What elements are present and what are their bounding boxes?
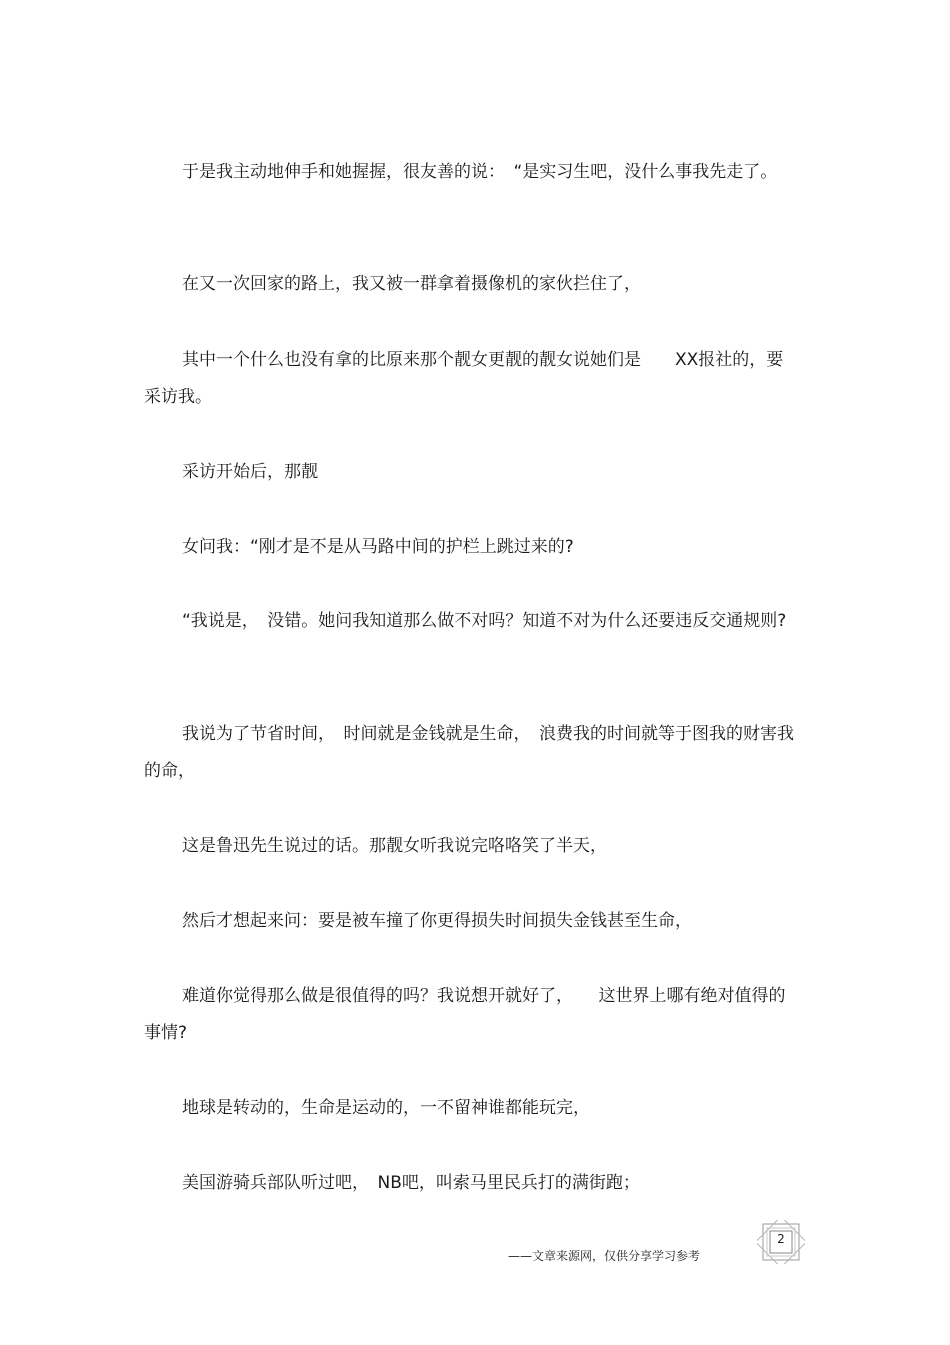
footer-source-note: ——文章来源网，仅供分享学习参考 (508, 1249, 701, 1263)
paragraph-1: 于是我主动地伸手和她握握，很友善的说： “是实习生吧，没什么事我先走了。 (182, 162, 778, 182)
paragraph-7: 我说为了节省时间， 时间就是金钱就是生命， 浪费我的时间就等于图我的财害我的命， (144, 724, 794, 781)
paragraph-3: 其中一个什么也没有拿的比原来那个靓女更靓的靓女说她们是 XX报社的，要采访我。 (144, 350, 784, 407)
page-number-badge (757, 1220, 805, 1264)
page-number: 2 (777, 1232, 785, 1246)
paragraph-4: 采访开始后，那靓 (182, 462, 318, 482)
paragraph-6: “我说是， 没错。她问我知道那么做不对吗？知道不对为什么还要违反交通规则? (182, 611, 787, 631)
paragraph-9: 然后才想起来问：要是被车撞了你更得损失时间损失金钱甚至生命， (182, 911, 692, 931)
paragraph-11: 地球是转动的，生命是运动的，一不留神谁都能玩完， (182, 1098, 590, 1118)
paragraph-2: 在又一次回家的路上，我又被一群拿着摄像机的家伙拦住了， (182, 274, 641, 294)
paragraph-10: 难道你觉得那么做是很值得的吗？我说想开就好了， 这世界上哪有绝对值得的事情? (144, 986, 786, 1043)
paragraph-8: 这是鲁迅先生说过的话。那靓女听我说完咯咯笑了半天， (182, 836, 607, 856)
paragraph-5: 女问我：“刚才是不是从马路中间的护栏上跳过来的? (182, 537, 574, 557)
paragraph-12: 美国游骑兵部队听过吧， NB吧，叫索马里民兵打的满街跑； (182, 1173, 640, 1193)
